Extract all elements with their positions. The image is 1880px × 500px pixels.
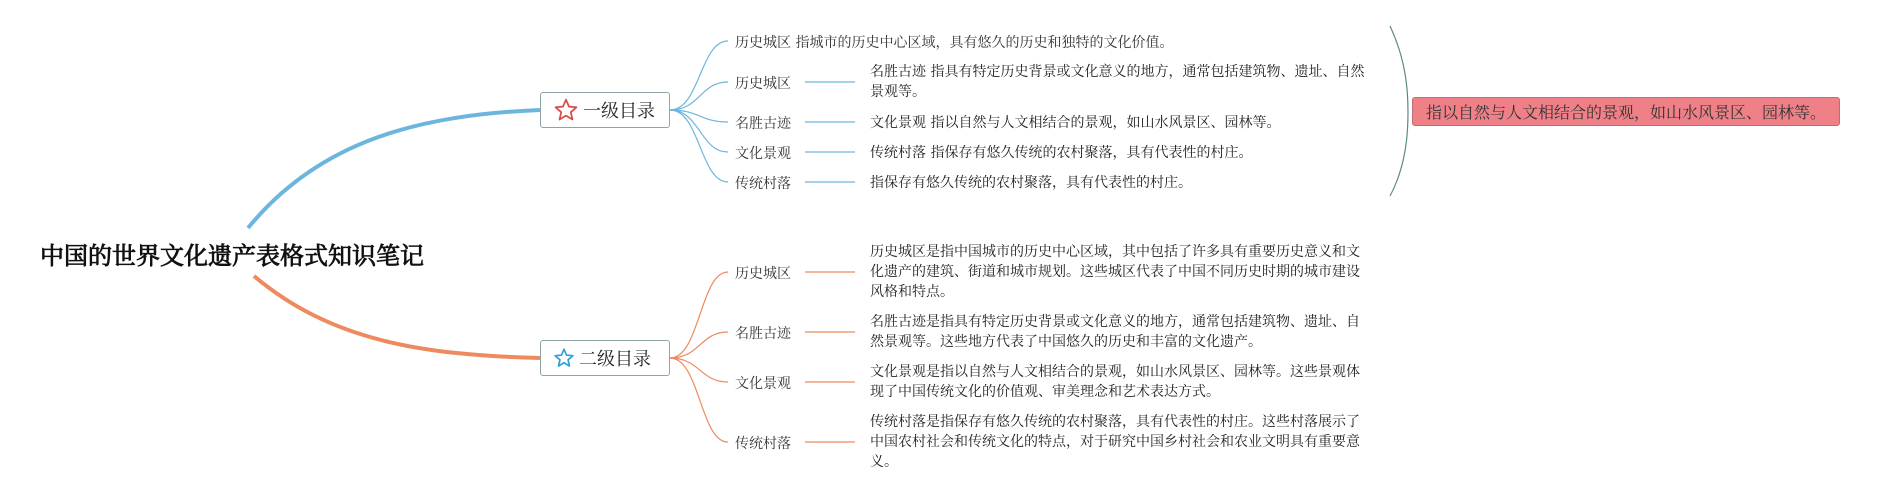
summary-callout[interactable]: 指以自然与人文相结合的景观，如山水风景区、园林等。 xyxy=(1412,97,1840,126)
level2-item-3-desc[interactable]: 文化景观是指以自然与人文相结合的景观，如山水风景区、园林等。这些景观体现了中国传统文化的价值观、审美理念和艺术表达方式。 xyxy=(870,364,1360,400)
level1-item-3-desc[interactable]: 文化景观 指以自然与人文相结合的景观，如山水风景区、园林等。 xyxy=(870,115,1281,131)
level2-item-1-label[interactable]: 历史城区 xyxy=(735,266,791,282)
topic-level2[interactable] xyxy=(540,340,670,376)
topic-level1-label: 一级目录 xyxy=(583,101,655,122)
level2-item-4-desc[interactable]: 传统村落是指保存有悠久传统的农村聚落，具有代表性的村庄。这些村落展示了中国农村社会和传统文化的特点，对于研究中国乡村社会和农业文明具有重要意义。 xyxy=(870,414,1360,470)
level1-item-5-desc[interactable]: 指保存有悠久传统的农村聚落，具有代表性的村庄。 xyxy=(870,175,1192,191)
topic-level2-label: 二级目录 xyxy=(579,349,651,370)
level1-item-5-label[interactable]: 传统村落 xyxy=(735,176,791,192)
branch-line-level2 xyxy=(254,276,540,358)
level2-item-1-desc[interactable]: 历史城区是指中国城市的历史中心区域，其中包括了许多具有重要历史意义和文化遗产的建筑、街道和城市规划。这些城区代表了中国不同历史时期的城市建设风格和特点。 xyxy=(870,244,1360,300)
root-topic[interactable]: 中国的世界文化遗产表格式知识笔记 xyxy=(40,242,424,270)
level1-item-2-desc[interactable]: 名胜古迹 指具有特定历史背景或文化意义的地方，通常包括建筑物、遗址、自然景观等。 xyxy=(870,64,1365,100)
level2-item-3-label[interactable]: 文化景观 xyxy=(735,376,791,392)
level2-item-2-desc[interactable]: 名胜古迹是指具有特定历史背景或文化意义的地方，通常包括建筑物、遗址、自然景观等。这些地方代表了中国悠久的历史和丰富的文化遗产。 xyxy=(870,314,1360,350)
level1-item-4-desc[interactable]: 传统村落 指保存有悠久传统的农村聚落，具有代表性的村庄。 xyxy=(870,145,1253,161)
branch-line-level1 xyxy=(248,110,540,228)
level2-connectors xyxy=(670,272,855,442)
level2-item-4-label[interactable]: 传统村落 xyxy=(735,436,791,452)
level1-item-2-label[interactable]: 历史城区 xyxy=(735,76,791,92)
level1-item-3-label[interactable]: 名胜古迹 xyxy=(735,116,791,132)
level1-item-1[interactable]: 历史城区 指城市的历史中心区域，具有悠久的历史和独特的文化价值。 xyxy=(735,35,1174,51)
star-outline-red-icon xyxy=(553,97,579,123)
level2-item-2-label[interactable]: 名胜古迹 xyxy=(735,326,791,342)
topic-level1[interactable] xyxy=(540,92,670,128)
level1-item-4-label[interactable]: 文化景观 xyxy=(735,146,791,162)
star-outline-blue-icon xyxy=(553,347,575,369)
summary-bracket xyxy=(1390,26,1408,196)
